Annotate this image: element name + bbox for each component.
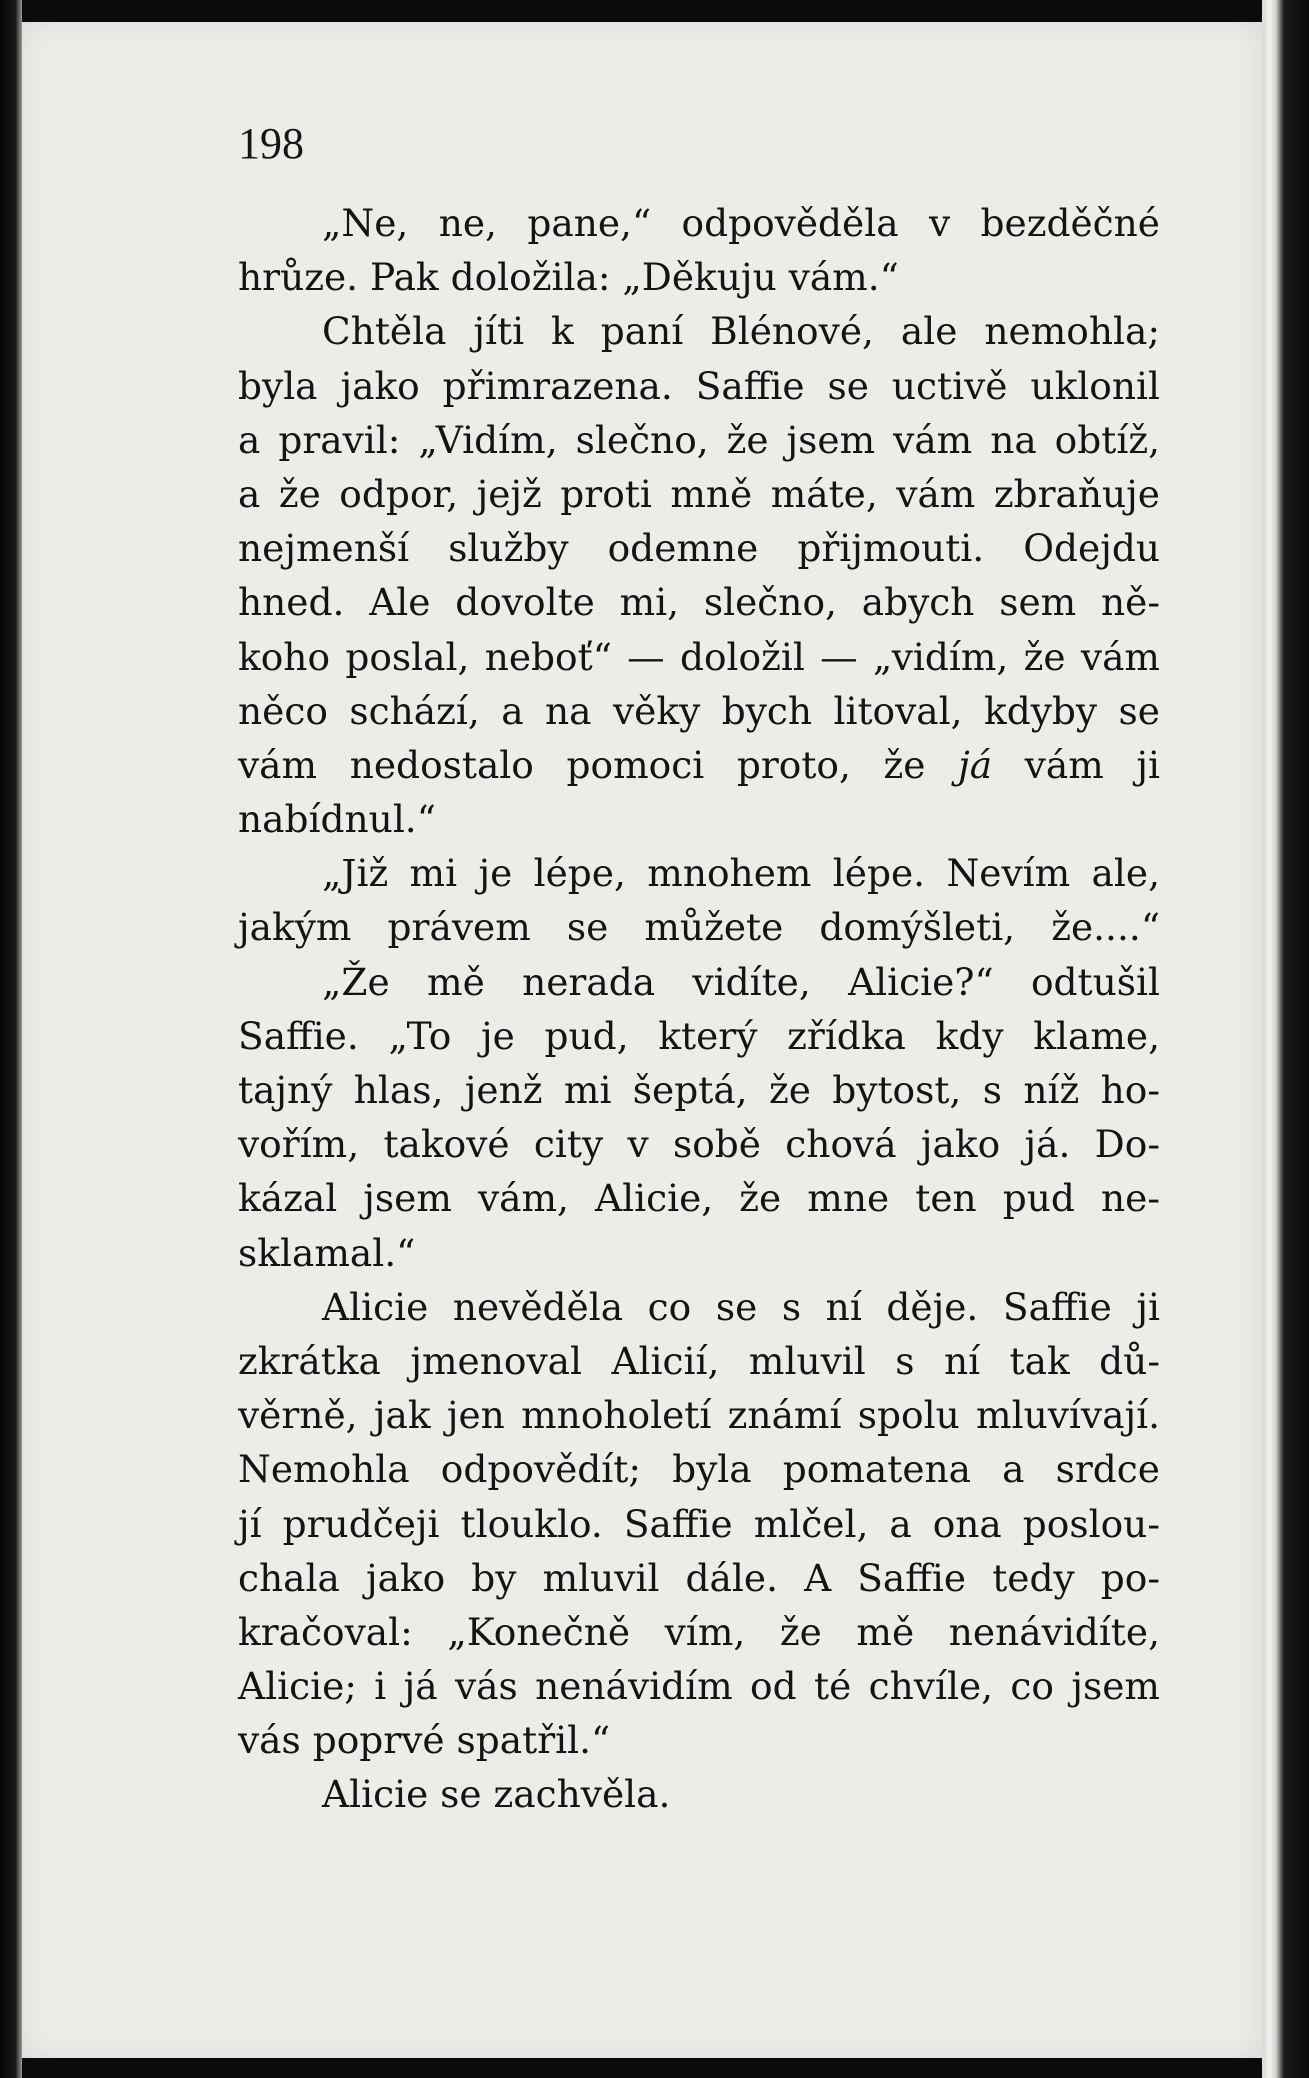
text-line: a že odpor, jejž proti mně máte, vám zbraňuje (238, 471, 1160, 516)
page-text-body (238, 196, 1160, 1822)
text-line: koho poslal, neboť“ — doložil — „vidím, že vám (238, 634, 1160, 679)
page-number: 198 (238, 119, 304, 168)
text-line: nabídnul.“ (238, 797, 436, 842)
text-line: nejmenší služby odemne přijmouti. Odejdu (238, 526, 1160, 571)
text-line: „Ne, ne, pane,“ odpověděla v bezděčné (322, 201, 1160, 245)
text-line: „Že mě nerada vidíte, Alicie?“ odtušil (322, 959, 1160, 1004)
text-line: Alicie se zachvěla. (322, 1772, 671, 1817)
text-line: tajný hlas, jenž mi šeptá, že bytost, s níž ho- (238, 1068, 1160, 1112)
text-line: Saffie. „To je pud, který zřídka kdy klame, (238, 1013, 1160, 1058)
text-line: vám nedostalo pomoci proto, že já vám ji (238, 742, 1161, 787)
text-line: kračoval: „Konečně vím, že mě nenávidíte, (238, 1609, 1160, 1654)
text-line: a pravil: „Vidím, slečno, že jsem vám na obtíž, (238, 417, 1160, 462)
text-line: jakým právem se můžete domýšleti, že....“ (238, 905, 1160, 950)
text-line: jí prudčeji tlouklo. Saffie mlčel, a ona poslou- (238, 1501, 1160, 1546)
text-line: hned. Ale dovolte mi, slečno, abych sem ně- (238, 580, 1160, 625)
text-line: zkrátka jmenoval Alicií, mluvil s ní tak dů- (238, 1338, 1160, 1383)
text-line: vás poprvé spatřil.“ (238, 1718, 611, 1763)
text-line: vořím, takové city v sobě chová jako já. Do- (238, 1122, 1160, 1167)
text-line: „Již mi je lépe, mnohem lépe. Nevím ale, (322, 851, 1160, 896)
text-line: hrůze. Pak doložila: „Děkuju vám.“ (238, 255, 899, 300)
text-line: kázal jsem vám, Alicie, že mne ten pud ne- (238, 1176, 1160, 1221)
left-binding-edge (0, 0, 22, 2078)
text-line: Nemohla odpovědít; byla pomatena a srdce (238, 1447, 1160, 1492)
italic-word: já (958, 742, 993, 787)
text-line: Alicie; i já vás nenávidím od té chvíle, co jsem (238, 1664, 1160, 1709)
right-page-edge (1262, 0, 1309, 2078)
text-line: byla jako přimrazena. Saffie se uctivě uklonil (238, 363, 1160, 408)
text-line: něco schází, a na věky bych litoval, kdyby se (238, 688, 1160, 733)
text-line: sklamal.“ (238, 1230, 416, 1275)
text-line: věrně, jak jen mnoholetí známí spolu mluvívají. (238, 1393, 1160, 1438)
text-line: Alicie nevěděla co se s ní děje. Saffie ji (322, 1284, 1160, 1329)
text-line: Chtěla jíti k paní Blénové, ale nemohla; (322, 309, 1160, 354)
text-line: chala jako by mluvil dále. A Saffie tedy po- (238, 1555, 1160, 1600)
